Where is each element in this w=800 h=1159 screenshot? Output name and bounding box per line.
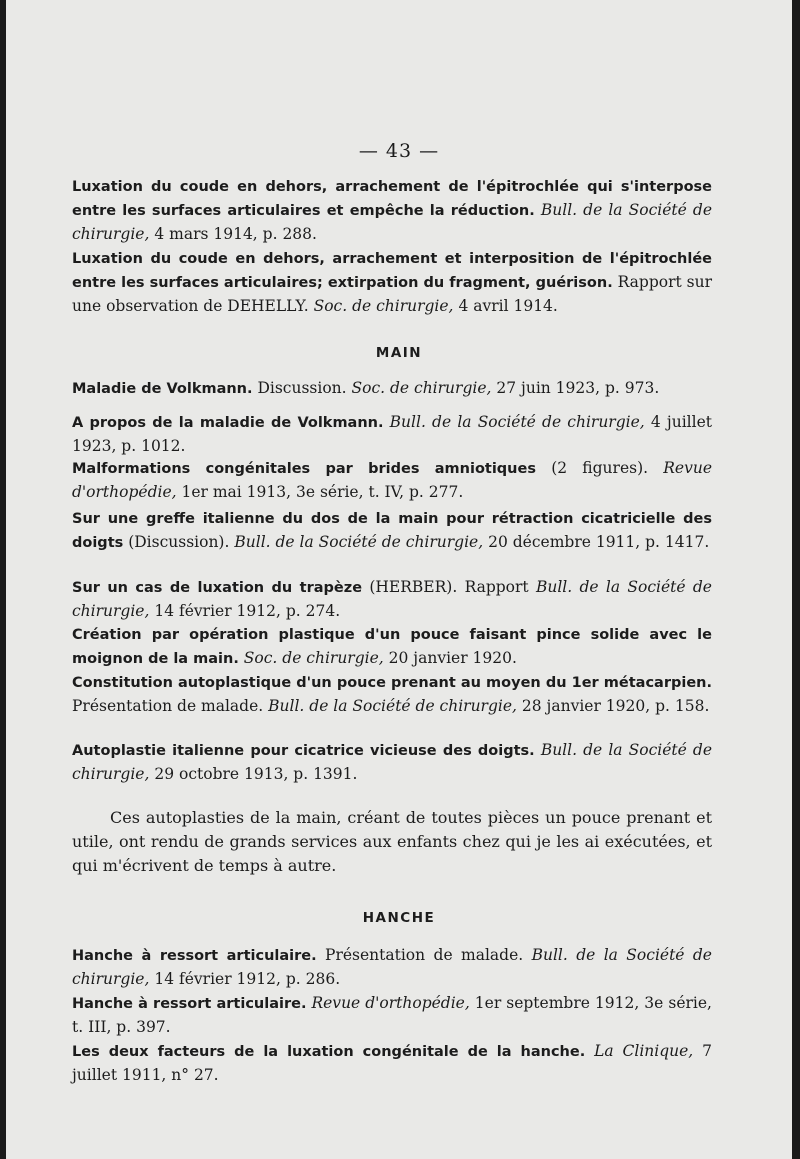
entry-details: 7 juillet 1911, n° 27. <box>72 1042 712 1084</box>
entry-note: Rapport sur une observation de DEHELLY. <box>72 273 712 315</box>
entry-title: Maladie de Volkmann. <box>72 381 253 397</box>
bibliography-entry <box>72 623 712 671</box>
entry-title: Autoplastie italienne pour cicatrice vicieuse des doigts. <box>72 743 535 759</box>
entry-journal: Bull. de la Société de chirurgie, <box>72 741 712 783</box>
entry-details: 27 juin 1923, p. 973. <box>496 379 660 397</box>
entry-title: Création par opération plastique d'un pouce faisant pince solide avec le moignon de la main. <box>72 627 712 667</box>
entry-journal: Bull. de la Société de chirurgie, <box>268 697 517 715</box>
entry-details: 20 décembre 1911, p. 1417. <box>488 533 710 551</box>
entry-note: Présentation de malade. <box>325 946 524 964</box>
entry-details: 29 octobre 1913, p. 1391. <box>154 765 358 783</box>
entry-note: (Discussion). <box>128 533 230 551</box>
entry-journal: Revue d'orthopédie, <box>311 994 470 1012</box>
entry-title: Hanche à ressort articulaire. <box>72 996 307 1012</box>
entry-journal: Bull. de la Société de chirurgie, <box>389 413 645 431</box>
body-paragraph: Ces autoplasties de la main, créant de toutes pièces un pouce prenant et utile, ont rendu de grands services aux enfants chez qui je les ai exécutées, et qui m'écrivent de temps à autre. <box>72 808 712 875</box>
entry-details: 4 juillet 1923, p. 1012. <box>72 413 712 455</box>
entry-details: 14 février 1912, p. 274. <box>154 602 341 620</box>
entry-note: (2 figures). <box>551 459 649 477</box>
entry-title: A propos de la maladie de Volkmann. <box>72 415 384 431</box>
entry-title: Sur une greffe italienne du dos de la main pour rétraction cicatricielle des doigts <box>72 511 712 551</box>
bibliography-entry <box>72 671 712 718</box>
bibliography-entry <box>72 944 712 991</box>
entry-title: Hanche à ressort articulaire. <box>72 948 317 964</box>
entry-journal: Soc. de chirurgie, <box>351 379 492 397</box>
entry-details: 1er septembre 1912, 3e série, t. III, p. 397. <box>72 994 712 1036</box>
bibliography-entry <box>72 576 712 623</box>
section-heading-hanche: HANCHE <box>362 910 436 926</box>
entry-title: Les deux facteurs de la luxation congénitale de la hanche. <box>72 1044 586 1060</box>
bibliography-entry <box>72 739 712 786</box>
entry-journal: Bull. de la Société de chirurgie, <box>72 201 712 243</box>
entry-title: Sur un cas de luxation du trapèze <box>72 580 363 596</box>
entry-journal: La Clinique, <box>594 1042 694 1060</box>
entry-note: (HERBER). Rapport <box>369 578 529 596</box>
entry-details: 1er mai 1913, 3e série, t. IV, p. 277. <box>181 483 464 501</box>
bibliography-entry <box>72 507 712 555</box>
entry-journal: Soc. de chirurgie, <box>313 297 454 315</box>
entry-journal: Bull. de la Société de chirurgie, <box>72 946 712 988</box>
entry-title: Luxation du coude en dehors, arrachement et interposition de l'épitrochlée entre les surfaces articulaires; extirpation du fragment, guérison. <box>72 251 712 291</box>
entry-journal: Bull. de la Société de chirurgie, <box>234 533 484 551</box>
document-page <box>6 0 792 1159</box>
bibliography-entry <box>72 411 712 458</box>
entry-journal: Revue d'orthopédie, <box>72 459 713 501</box>
entry-title: Malformations congénitales par brides amniotiques <box>72 461 536 477</box>
entry-details: 14 février 1912, p. 286. <box>154 970 341 988</box>
entry-journal: Soc. de chirurgie, <box>243 649 384 667</box>
page-number: — 43 — <box>358 140 440 162</box>
entry-details: 20 janvier 1920. <box>388 649 517 667</box>
entry-note: Discussion. <box>257 379 347 397</box>
bibliography-entry <box>72 247 712 318</box>
entry-note: Présentation de malade. <box>72 697 264 715</box>
entry-details: 28 janvier 1920, p. 158. <box>521 697 710 715</box>
bibliography-entry <box>72 377 712 401</box>
bibliography-entry <box>72 1040 712 1087</box>
entry-title: Luxation du coude en dehors, arrachement de l'épitrochlée qui s'interpose entre les surfaces articulaires et empêche la réduction. <box>72 179 712 219</box>
entry-details: 4 mars 1914, p. 288. <box>154 225 317 243</box>
bibliography-entry <box>72 175 712 246</box>
bibliography-entry <box>72 992 712 1039</box>
entry-details: 4 avril 1914. <box>458 297 558 315</box>
entry-journal: Bull. de la Société de chirurgie, <box>72 578 712 620</box>
bibliography-entry <box>72 457 712 504</box>
entry-title: Constitution autoplastique d'un pouce prenant au moyen du 1er métacarpien. <box>72 675 712 691</box>
section-heading-main: MAIN <box>375 345 423 361</box>
